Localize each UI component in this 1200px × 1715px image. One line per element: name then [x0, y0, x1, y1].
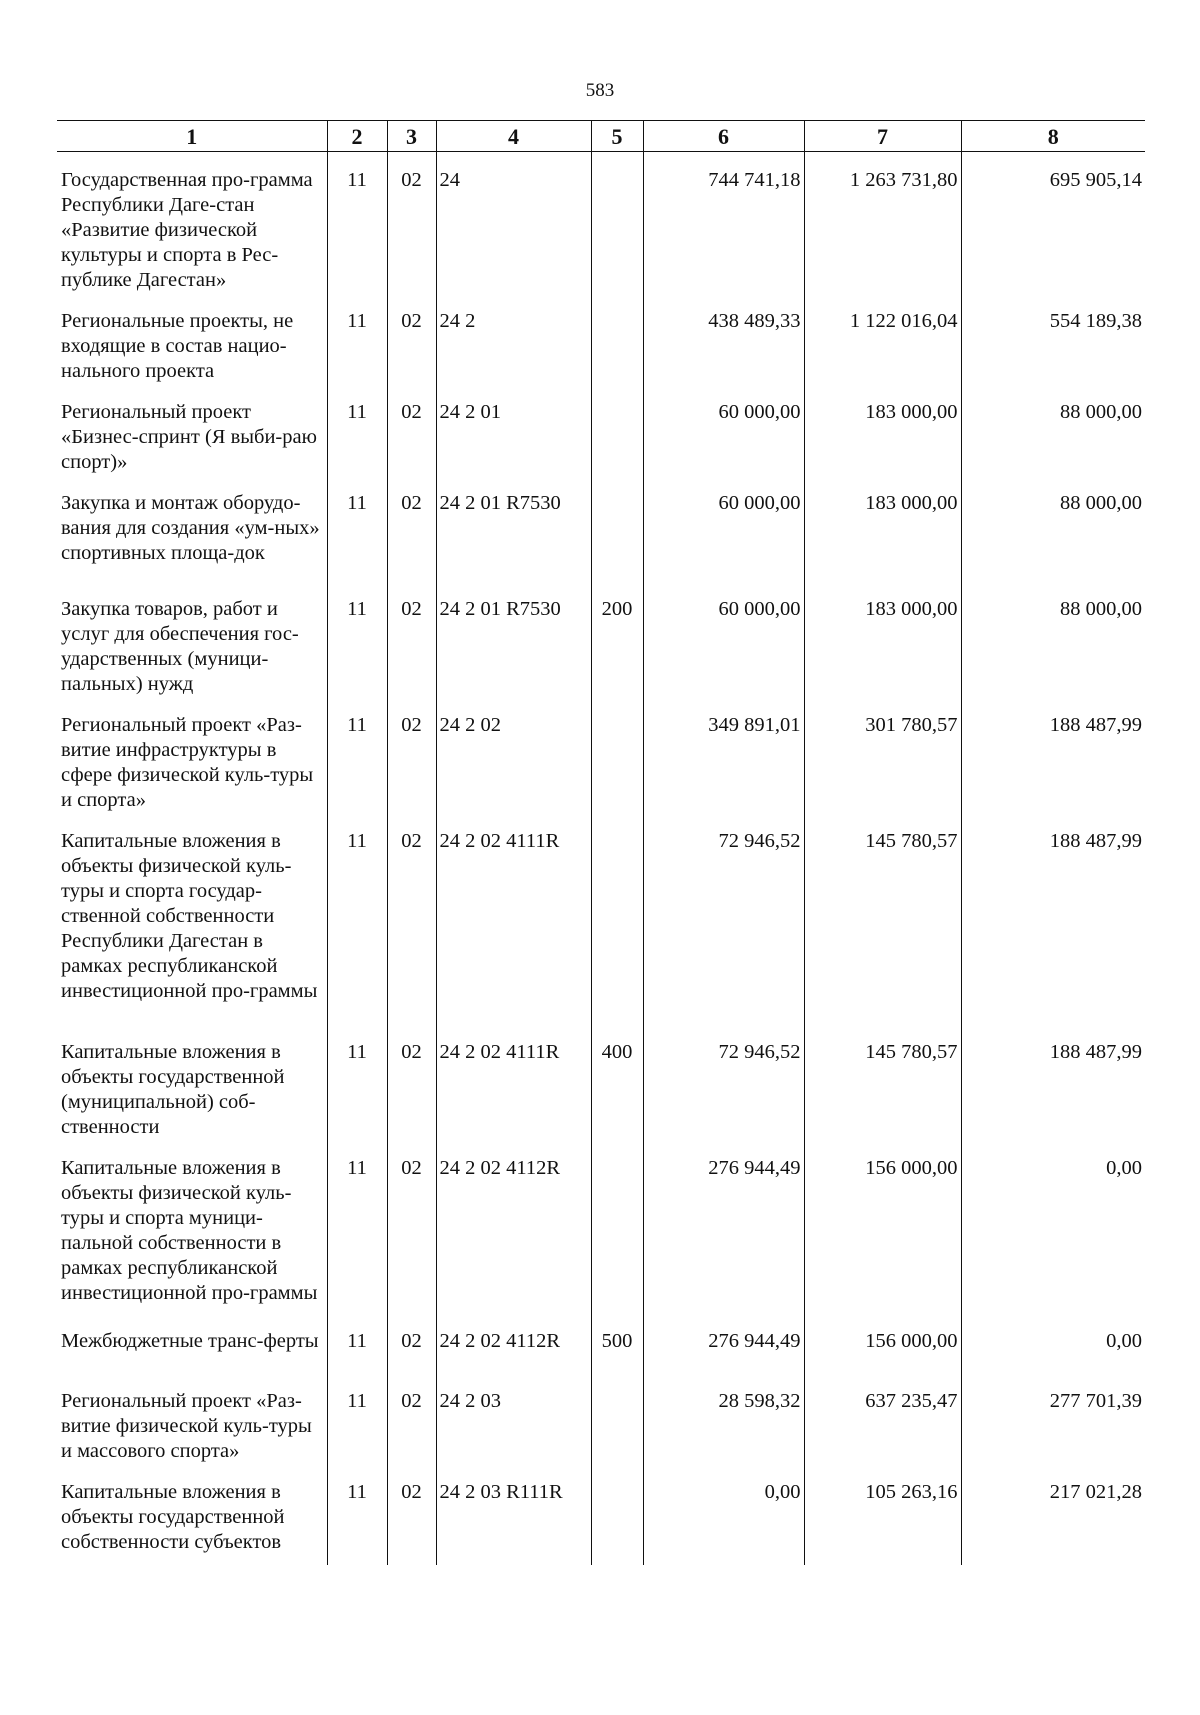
- table-row: [57, 1373, 1145, 1464]
- target-article-code: 24 2: [436, 293, 591, 384]
- expense-type-code: [591, 152, 643, 294]
- target-article-code: 24 2 02 4112R: [436, 1313, 591, 1373]
- amount-col-7: 637 235,47: [804, 1373, 961, 1464]
- section-code: 11: [327, 475, 387, 581]
- target-article-code: 24 2 01 R7530: [436, 581, 591, 697]
- subsection-code: 02: [387, 475, 436, 581]
- table-row: [57, 1464, 1145, 1565]
- section-code: 11: [327, 293, 387, 384]
- amount-col-7: 301 780,57: [804, 697, 961, 813]
- budget-table: [57, 120, 1145, 1565]
- subsection-code: 02: [387, 697, 436, 813]
- amount-col-7: 1 122 016,04: [804, 293, 961, 384]
- section-code: 11: [327, 384, 387, 475]
- section-code: 11: [327, 581, 387, 697]
- column-header: 6: [643, 121, 804, 152]
- expense-type-code: 400: [591, 1024, 643, 1140]
- column-header: 2: [327, 121, 387, 152]
- amount-col-6: 276 944,49: [643, 1140, 804, 1313]
- column-header: 4: [436, 121, 591, 152]
- target-article-code: 24 2 02: [436, 697, 591, 813]
- column-header: 1: [57, 121, 327, 152]
- expense-type-code: 200: [591, 581, 643, 697]
- amount-col-6: 28 598,32: [643, 1373, 804, 1464]
- row-description: Государственная про-грамма Республики Даге-стан «Развитие физической культуры и спорта в Рес-публике Дагестан»: [61, 169, 313, 291]
- amount-col-6: 0,00: [643, 1464, 804, 1565]
- amount-col-8: 188 487,99: [961, 813, 1145, 1024]
- subsection-code: 02: [387, 1024, 436, 1140]
- table-row: [57, 1024, 1145, 1140]
- amount-col-8: 0,00: [961, 1313, 1145, 1373]
- expense-type-code: 500: [591, 1313, 643, 1373]
- amount-col-8: 88 000,00: [961, 384, 1145, 475]
- section-code: 11: [327, 152, 387, 294]
- table-header-row: [57, 121, 1145, 152]
- row-description: Капитальные вложения в объекты физической куль-туры и спорта муници-пальной собственности в рамках республиканской инвестиционной про-граммы: [61, 1157, 318, 1304]
- amount-col-7: 183 000,00: [804, 581, 961, 697]
- section-code: 11: [327, 1313, 387, 1373]
- amount-col-7: 156 000,00: [804, 1313, 961, 1373]
- row-description: Закупка и монтаж оборудо-вания для создания «ум-ных» спортивных площа-док: [61, 492, 320, 564]
- amount-col-7: 156 000,00: [804, 1140, 961, 1313]
- amount-col-6: 276 944,49: [643, 1313, 804, 1373]
- subsection-code: 02: [387, 1464, 436, 1565]
- target-article-code: 24 2 03 R111R: [436, 1464, 591, 1565]
- amount-col-8: 188 487,99: [961, 697, 1145, 813]
- subsection-code: 02: [387, 293, 436, 384]
- table-row: [57, 581, 1145, 697]
- section-code: 11: [327, 697, 387, 813]
- section-code: 11: [327, 1024, 387, 1140]
- subsection-code: 02: [387, 152, 436, 294]
- target-article-code: 24 2 02 4112R: [436, 1140, 591, 1313]
- amount-col-8: 695 905,14: [961, 152, 1145, 294]
- expense-type-code: [591, 293, 643, 384]
- amount-col-7: 183 000,00: [804, 384, 961, 475]
- row-description: Капитальные вложения в объекты государственной (муниципальной) соб-ственности: [61, 1041, 285, 1138]
- expense-type-code: [591, 1140, 643, 1313]
- target-article-code: 24: [436, 152, 591, 294]
- page-number: 583: [585, 80, 615, 101]
- column-header: 8: [961, 121, 1145, 152]
- expense-type-code: [591, 813, 643, 1024]
- row-description: Капитальные вложения в объекты государственной собственности субъектов: [61, 1481, 285, 1553]
- target-article-code: 24 2 03: [436, 1373, 591, 1464]
- section-code: 11: [327, 1140, 387, 1313]
- table-row: [57, 384, 1145, 475]
- table-row: [57, 813, 1145, 1024]
- column-header: 7: [804, 121, 961, 152]
- row-description: Межбюджетные транс-ферты: [61, 1330, 319, 1352]
- expense-type-code: [591, 475, 643, 581]
- row-description: Региональные проекты, не входящие в состав нацио-нального проекта: [61, 310, 294, 382]
- expense-type-code: [591, 1464, 643, 1565]
- amount-col-6: 744 741,18: [643, 152, 804, 294]
- column-header: 3: [387, 121, 436, 152]
- amount-col-8: 277 701,39: [961, 1373, 1145, 1464]
- target-article-code: 24 2 01 R7530: [436, 475, 591, 581]
- section-code: 11: [327, 1373, 387, 1464]
- subsection-code: 02: [387, 813, 436, 1024]
- amount-col-8: 88 000,00: [961, 581, 1145, 697]
- table-row: [57, 1140, 1145, 1313]
- table-row: [57, 293, 1145, 384]
- subsection-code: 02: [387, 1373, 436, 1464]
- amount-col-8: 188 487,99: [961, 1024, 1145, 1140]
- expense-type-code: [591, 384, 643, 475]
- target-article-code: 24 2 02 4111R: [436, 813, 591, 1024]
- amount-col-8: 88 000,00: [961, 475, 1145, 581]
- subsection-code: 02: [387, 384, 436, 475]
- table-row: [57, 475, 1145, 581]
- column-header: 5: [591, 121, 643, 152]
- target-article-code: 24 2 01: [436, 384, 591, 475]
- subsection-code: 02: [387, 1140, 436, 1313]
- subsection-code: 02: [387, 1313, 436, 1373]
- expense-type-code: [591, 1373, 643, 1464]
- table-row: [57, 1313, 1145, 1373]
- expense-type-code: [591, 697, 643, 813]
- amount-col-6: 60 000,00: [643, 384, 804, 475]
- subsection-code: 02: [387, 581, 436, 697]
- amount-col-6: 438 489,33: [643, 293, 804, 384]
- amount-col-7: 1 263 731,80: [804, 152, 961, 294]
- amount-col-7: 105 263,16: [804, 1464, 961, 1565]
- table-row: [57, 152, 1145, 294]
- budget-table-container: [57, 120, 1145, 1588]
- section-code: 11: [327, 813, 387, 1024]
- amount-col-7: 183 000,00: [804, 475, 961, 581]
- amount-col-6: 72 946,52: [643, 813, 804, 1024]
- row-description: Региональный проект «Бизнес-спринт (Я выби-раю спорт)»: [61, 401, 317, 473]
- amount-col-8: 217 021,28: [961, 1464, 1145, 1565]
- amount-col-7: 145 780,57: [804, 813, 961, 1024]
- row-description: Закупка товаров, работ и услуг для обеспечения гос-ударственных (муници-пальных) нужд: [61, 598, 299, 695]
- table-row: [57, 697, 1145, 813]
- amount-col-8: 0,00: [961, 1140, 1145, 1313]
- row-description: Региональный проект «Раз-витие инфраструктуры в сфере физической куль-туры и спорта»: [61, 714, 314, 811]
- amount-col-7: 145 780,57: [804, 1024, 961, 1140]
- target-article-code: 24 2 02 4111R: [436, 1024, 591, 1140]
- amount-col-6: 72 946,52: [643, 1024, 804, 1140]
- row-description: Капитальные вложения в объекты физической куль-туры и спорта государ-ственной собственности Республики Дагестан в рамках республиканской инвестиционной про-граммы: [61, 830, 318, 1002]
- amount-col-8: 554 189,38: [961, 293, 1145, 384]
- amount-col-6: 349 891,01: [643, 697, 804, 813]
- row-description: Региональный проект «Раз-витие физической куль-туры и массового спорта»: [61, 1390, 312, 1462]
- amount-col-6: 60 000,00: [643, 581, 804, 697]
- section-code: 11: [327, 1464, 387, 1565]
- amount-col-6: 60 000,00: [643, 475, 804, 581]
